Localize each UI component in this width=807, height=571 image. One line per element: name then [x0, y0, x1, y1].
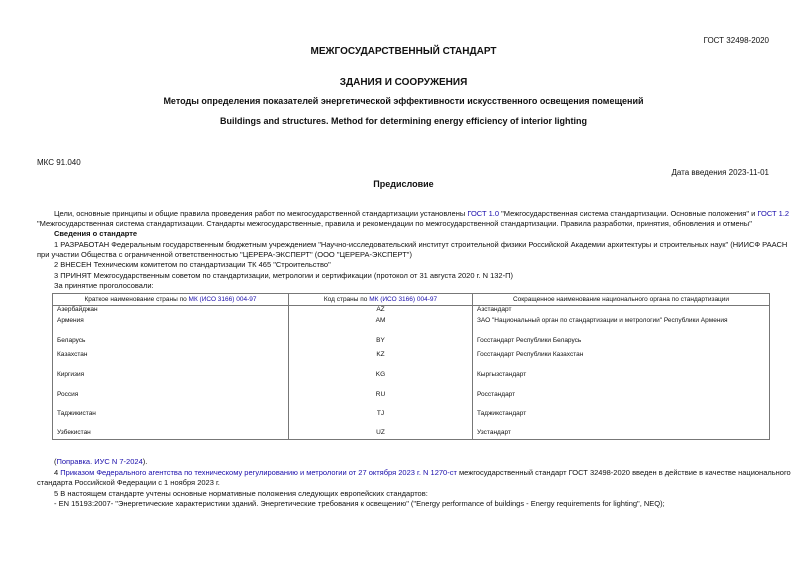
table-row: [53, 337, 770, 351]
amendment-open: (: [54, 457, 57, 466]
gost-1-0-link[interactable]: ГОСТ 1.0: [467, 209, 500, 218]
item-1-line-1: 1 РАЗРАБОТАН Федеральным государственным бюджетным учреждением "Научно-исследовательский институт строительной физики Российской Академии архитектуры и строительных наук" (НИИСФ РААСН: [54, 240, 788, 249]
cell-country: Узбекистан: [53, 429, 289, 440]
mks-code: МКС 91.040: [37, 158, 81, 167]
item-5: 5 В настоящем стандарте учтены основные нормативные положения следующих европейских стандартов:: [54, 489, 428, 498]
mk-iso-link[interactable]: МК (ИСО 3166) 004-97: [369, 296, 438, 303]
gost-1-2-link[interactable]: ГОСТ 1.2: [757, 209, 790, 218]
item-4-text: межгосударственный стандарт ГОСТ 32498-2020 введен в действие в качестве национального: [456, 468, 791, 477]
mk-iso-link[interactable]: МК (ИСО 3166) 004-97: [188, 296, 257, 303]
item-2: 2 ВНЕСЕН Техническим комитетом по стандартизации ТК 465 "Строительство": [54, 260, 331, 269]
header-body-text: Сокращенное наименование национального органа по стандартизации: [512, 296, 730, 303]
goals-line-2: "Межгосударственная система стандартизации. Стандарты межгосударственные, правила и рекомендации по межгосударственной стандартизации. Правила разработки, принятия, обновления и отмены": [37, 219, 752, 228]
cell-country: Киргизия: [53, 371, 289, 391]
table-row: [53, 351, 770, 371]
cell-code: AZ: [289, 306, 473, 317]
cell-body: Таджикстандарт: [473, 410, 770, 429]
amendment-close: ).: [142, 457, 148, 466]
header-code: [289, 294, 473, 306]
table-row: [53, 306, 770, 317]
about-heading: Сведения о стандарте: [54, 229, 138, 238]
foreword-heading: Предисловие: [373, 179, 434, 189]
cell-body: ЗАО "Национальный орган по стандартизации и метрологии" Республики Армения: [473, 317, 770, 337]
item-4-number: 4: [54, 468, 61, 477]
cell-country: Азербайджан: [53, 306, 289, 317]
doc-code: ГОСТ 32498-2020: [703, 36, 769, 45]
goals-mid-text: "Межгосударственная система стандартизации. Основные положения" и: [499, 209, 758, 218]
subtitle-en: Buildings and structures. Method for determining energy efficiency of interior lighting: [219, 116, 588, 126]
cell-code: AM: [289, 317, 473, 337]
cell-code: TJ: [289, 410, 473, 429]
table-header-row: [53, 294, 770, 306]
amendment-link[interactable]: Поправка. ИУС N 7-2024: [56, 457, 143, 466]
cell-code: BY: [289, 337, 473, 351]
cell-country: Таджикистан: [53, 410, 289, 429]
cell-body: Кыргызстандарт: [473, 371, 770, 391]
table-row: [53, 391, 770, 410]
item-1-line-2: при участии Общества с ограниченной ответственностью "ЦЕРЕРА-ЭКСПЕРТ" (ООО "ЦЕРЕРА-ЭКСПЕРТ"): [37, 250, 412, 259]
cell-country: Россия: [53, 391, 289, 410]
item-4-line-2: стандарта Российской Федерации с 1 ноября 2023 г.: [37, 478, 220, 487]
cell-country: Беларусь: [53, 337, 289, 351]
cell-body: Госстандарт Республики Казахстан: [473, 351, 770, 371]
cell-code: KG: [289, 371, 473, 391]
voted-label: За принятие проголосовали:: [54, 281, 154, 290]
header-body: [473, 294, 770, 306]
members-table: [52, 293, 770, 440]
item-5-reference: - EN 15193:2007- "Энергетические характеристики зданий. Энергетические требования к освещению" ("Energy performance of buildings - Energy requirements for lighting", NEQ);: [54, 499, 665, 508]
table-row: [53, 429, 770, 440]
intro-date: Дата введения 2023-11-01: [671, 168, 769, 177]
cell-body: Госстандарт Республики Беларусь: [473, 337, 770, 351]
amendment-line: [54, 457, 147, 466]
table-row: [53, 371, 770, 391]
subtitle-ru: Методы определения показателей энергетической эффективности искусственного освещения помещений: [163, 96, 644, 106]
goals-line-1: [54, 209, 789, 218]
header-country-text: Краткое наименование страны по: [84, 296, 189, 303]
header-code-text: Код страны по: [323, 296, 370, 303]
table-row: [53, 317, 770, 337]
cell-country: Армения: [53, 317, 289, 337]
goals-text: Цели, основные принципы и общие правила проведения работ по межгосударственной стандартизации установлены: [54, 209, 468, 218]
item-4-line-1: [54, 468, 791, 477]
cell-code: UZ: [289, 429, 473, 440]
item-3: 3 ПРИНЯТ Межгосударственным советом по стандартизации, метрологии и сертификации (протокол от 31 августа 2020 г. N 132-П): [54, 271, 513, 280]
doc-title: ЗДАНИЯ И СООРУЖЕНИЯ: [339, 77, 468, 88]
cell-body: Росстандарт: [473, 391, 770, 410]
cell-country: Казахстан: [53, 351, 289, 371]
cell-body: Узстандарт: [473, 429, 770, 440]
header-country: [53, 294, 289, 306]
cell-body: Азстандарт: [473, 306, 770, 317]
table-row: [53, 410, 770, 429]
cell-code: KZ: [289, 351, 473, 371]
standard-type: МЕЖГОСУДАРСТВЕННЫЙ СТАНДАРТ: [310, 46, 497, 57]
cell-code: RU: [289, 391, 473, 410]
order-link[interactable]: Приказом Федерального агентства по техническому регулированию и метрологии от 27 октября 2023 г. N 1270-ст: [60, 468, 457, 477]
